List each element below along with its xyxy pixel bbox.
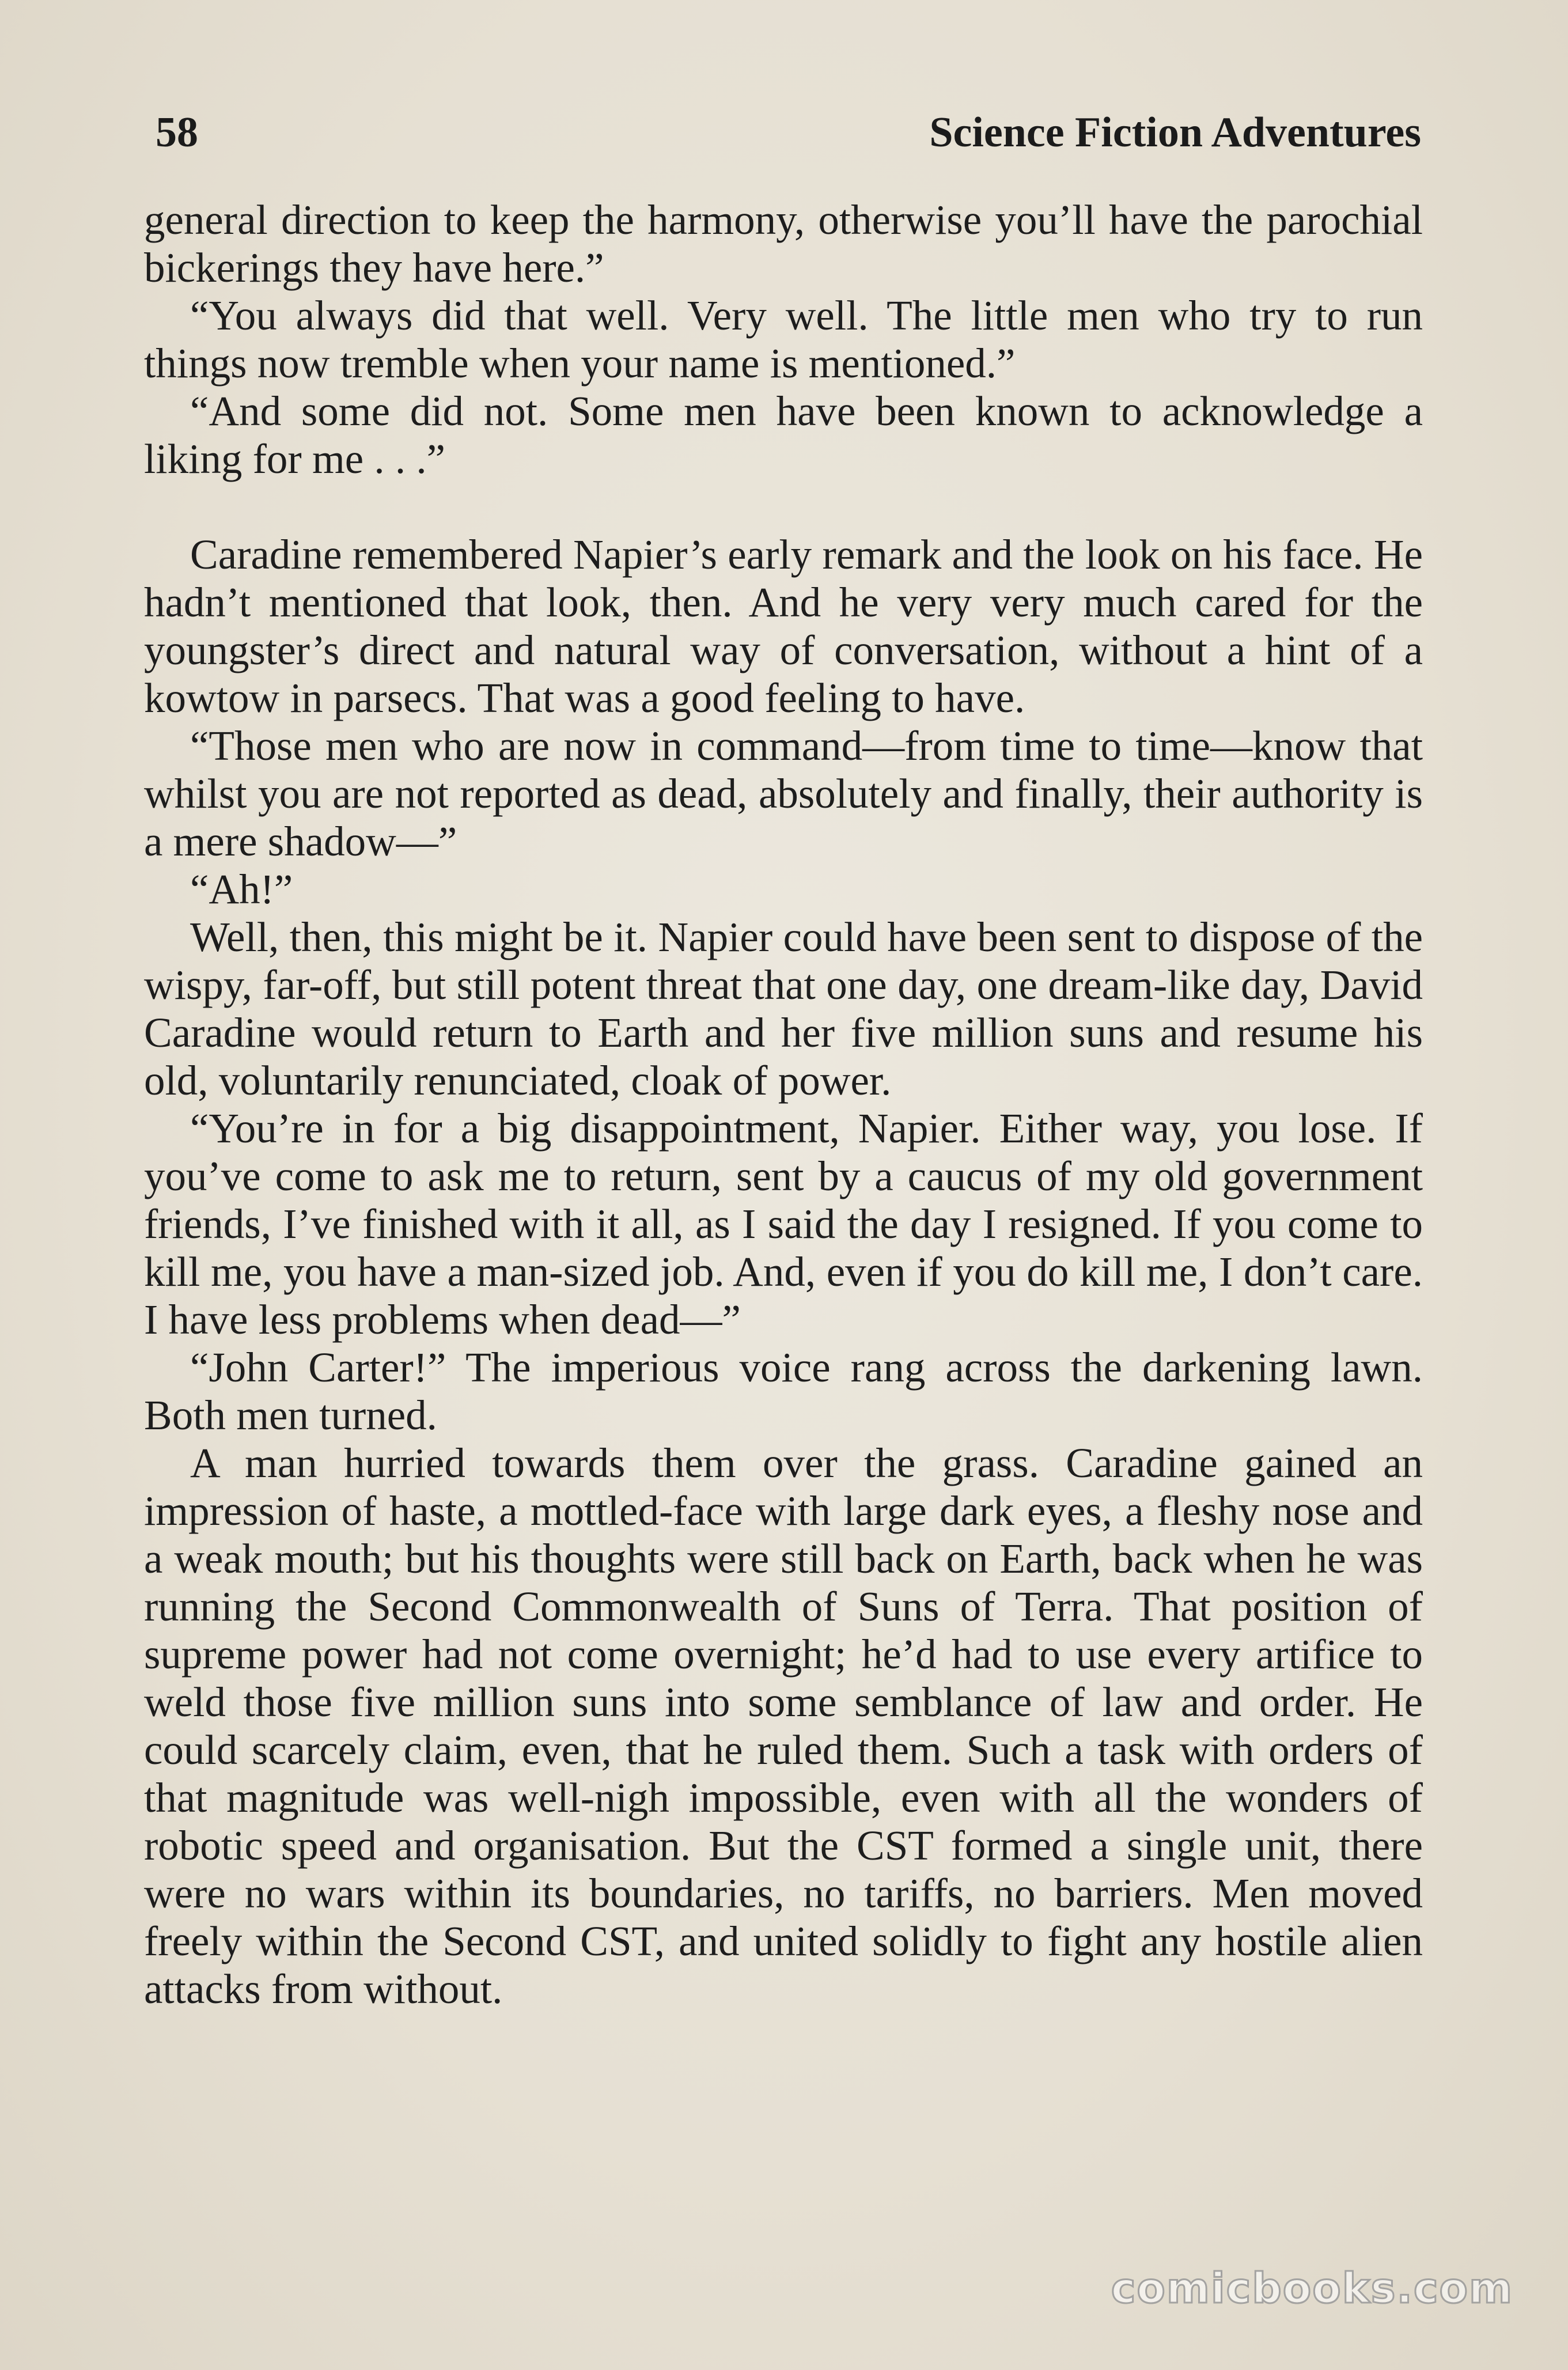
paragraph: “You always did that well. Very well. The little men who try to run things now tremble when your name is mentioned.”	[144, 292, 1423, 387]
body-text	[144, 196, 1423, 2013]
watermark: comicbooks.com	[1111, 2264, 1513, 2312]
paragraph: “And some did not. Some men have been known to acknowledge a liking for me . . .”	[144, 388, 1423, 482]
page-header	[156, 101, 1421, 164]
paragraph: “Those men who are now in command—from time to time—know that whilst you are not reported as dead, absolutely and finally, their authority is a mere shadow—”	[144, 722, 1423, 865]
paragraph: “Ah!”	[190, 866, 293, 913]
paragraph: Well, then, this might be it. Napier could have been sent to dispose of the wispy, far-off, but still potent threat that one day, one dream-like day, David Caradine would return to Earth and her five million suns and resume his old, voluntarily renunciated, cloak of power.	[144, 914, 1423, 1104]
paragraph: Caradine remembered Napier’s early remark and the look on his face. He hadn’t mentioned that look, then. And he very very much cared for the youngster’s direct and natural way of conversation, without a hint of a kowtow in parsecs. That was a good feeling to have.	[144, 531, 1423, 721]
running-title: Science Fiction Adventures	[929, 109, 1421, 156]
paragraph: “John Carter!” The imperious voice rang across the darkening lawn. Both men turned.	[144, 1344, 1423, 1438]
page-number: 58	[156, 109, 198, 156]
paragraph: A man hurried towards them over the grass. Caradine gained an impression of haste, a mottled-face with large dark eyes, a fleshy nose and a weak mouth; but his thoughts were still back on Earth, back when he was running the Second Commonwealth of Suns of Terra. That position of supreme power had not come overnight; he’d had to use every artifice to weld those five million suns into some semblance of law and order. He could scarcely claim, even, that he ruled them. Such a task with orders of that magnitude was well-nigh impossible, even with all the wonders of robotic speed and organisation. But the CST formed a single unit, there were no wars within its boundaries, no tariffs, no barriers. Men moved freely within the Second CST, and united solidly to fight any hostile alien attacks from without.	[144, 1440, 1423, 2012]
paragraph: “You’re in for a big disappointment, Napier. Either way, you lose. If you’ve come to ask me to return, sent by a caucus of my old government friends, I’ve finished with it all, as I said the day I resigned. If you come to kill me, you have a man-sized job. And, even if you do kill me, I don’t care. I have less problems when dead—”	[144, 1105, 1423, 1343]
paragraph: general direction to keep the harmony, otherwise you’ll have the parochial bickerings they have here.”	[144, 196, 1423, 291]
